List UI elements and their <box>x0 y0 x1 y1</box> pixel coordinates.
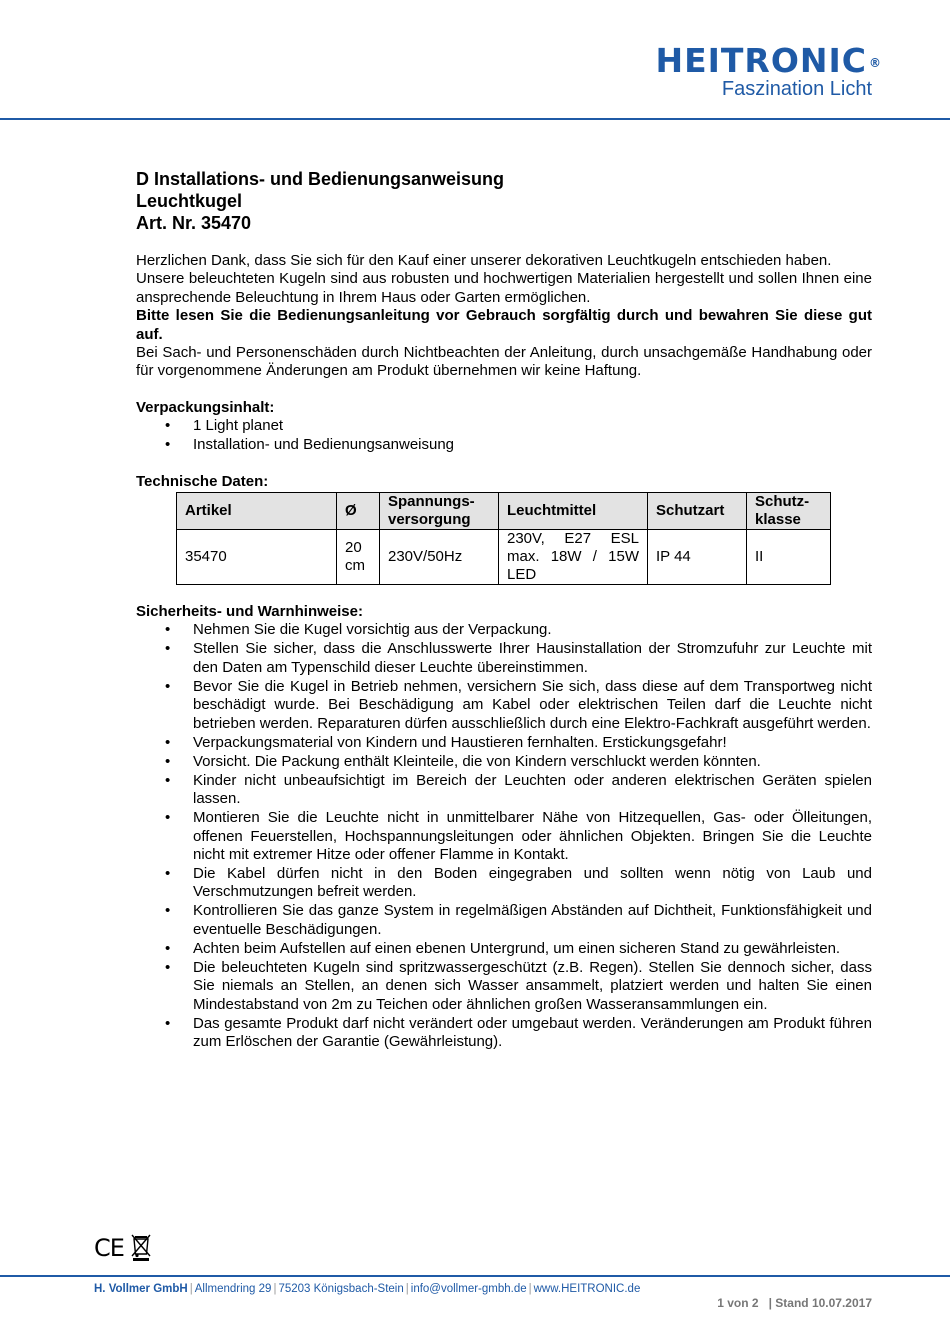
table-header-cell: Schutzart <box>648 493 747 530</box>
intro-paragraph-3: Bitte lesen Sie die Bedienungsanleitung vor Gebrauch sorgfältig durch und bewahren Sie diese gut auf. <box>136 307 872 343</box>
footer-divider <box>0 1275 950 1277</box>
safety-list <box>136 621 872 1051</box>
footer-city: 75203 Königsbach-Stein <box>278 1283 404 1295</box>
table-cell: II <box>747 530 831 585</box>
list-item: • Kontrollieren Sie das ganze System in regelmäßigen Abständen auf Dichtheit, Funktionsfähigkeit und eventuelle Beschädigungen. <box>136 902 872 939</box>
document-date: | Stand 10.07.2017 <box>768 1296 872 1310</box>
logo-tagline: Faszination Licht <box>721 78 872 100</box>
list-item: • 1 Light planet <box>136 417 872 435</box>
table-header-row <box>177 493 831 530</box>
title-line-2: Leuchtkugel <box>136 191 243 211</box>
footer-page-info <box>707 1296 872 1310</box>
intro-paragraph-1: Herzlichen Dank, dass Sie sich für den Kauf einer unserer dekorativen Leuchtkugeln entschieden haben. <box>136 252 832 269</box>
tech-table-wrapper <box>176 492 872 585</box>
list-item: • Montieren Sie die Leuchte nicht in unmittelbarer Nähe von Hitzequellen, Gas- oder Ölleitungen, offenen Feuerstellen, Hochspannungsleitungen oder ähnlichen Objekten. Bringen Sie die Leuchte nicht mit extremer Hitze oder offener Flamme in Kontakt. <box>136 809 872 864</box>
list-item: • Kinder nicht unbeaufsichtigt im Bereich der Leuchten oder anderen elektrischen Geräten spielen lassen. <box>136 772 872 809</box>
tech-heading: Technische Daten: <box>136 472 269 490</box>
table-header-cell: Ø <box>337 493 380 530</box>
footer-email[interactable]: info@vollmer-gmbh.de <box>410 1283 527 1295</box>
table-cell: IP 44 <box>648 530 747 585</box>
intro-paragraph-2: Unsere beleuchteten Kugeln sind aus robusten und hochwertigen Materialien hergestellt und sollen Ihnen eine ansprechende Beleuchtung in Ihrem Haus oder Garten ermöglichen. <box>136 270 872 306</box>
table-header-cell: Artikel <box>177 493 337 530</box>
list-item: • Die Kabel dürfen nicht in den Boden eingegraben und sollten wenn nötig von Laub und Verschmutzungen befreit werden. <box>136 865 872 902</box>
safety-heading: Sicherheits- und Warnhinweise: <box>136 603 363 621</box>
title-line-1: D Installations- und Bedienungsanweisung <box>136 169 505 189</box>
title-line-3: Art. Nr. 35470 <box>136 213 252 233</box>
footer-street: Allmendring 29 <box>194 1283 272 1295</box>
table-header-cell: Leuchtmittel <box>499 493 648 530</box>
list-item: • Installation- und Bedienungsanweisung <box>136 436 872 454</box>
list-item: • Nehmen Sie die Kugel vorsichtig aus der Verpackung. <box>136 621 872 639</box>
crossed-out-bin-icon <box>130 1232 152 1262</box>
list-item: • Bevor Sie die Kugel in Betrieb nehmen, versichern Sie sich, dass diese auf dem Transportweg nicht beschädigt wurde. Bei Beschädigung am Kabel oder elektrischen Teilen darf die Leuchte nicht betrieben werden. Reparaturen dürfen ausschließlich durch eine Elektro-Fachkraft ausgeführt werden. <box>136 678 872 733</box>
packaging-heading: Verpackungsinhalt: <box>136 398 275 416</box>
compliance-marks <box>94 1232 152 1262</box>
list-item: • Die beleuchteten Kugeln sind spritzwassergeschützt (z.B. Regen). Stellen Sie dennoch sicher, dass Sie niemals an Stellen, an denen sich Wasser ansammelt, platziert werden und halten Sie einen Mindestabstand von 2m zu Teichen oder ähnlichen großen Wasseransammlungen ein. <box>136 959 872 1014</box>
table-cell: 230V, E27 ESL max. 18W / 15W LED <box>499 530 648 585</box>
list-item: • Verpackungsmaterial von Kindern und Haustieren fernhalten. Erstickungsgefahr! <box>136 734 872 752</box>
intro-paragraph-4: Bei Sach- und Personenschäden durch Nichtbeachten der Anleitung, durch unsachgemäße Handhabung oder für vorgenommene Änderungen am Produkt übernehmen wir keine Haftung. <box>136 344 872 380</box>
footer-company: H. Vollmer GmbH <box>94 1283 188 1295</box>
footer-website[interactable]: www.HEITRONIC.de <box>533 1283 641 1295</box>
list-item: • Vorsicht. Die Packung enthält Kleinteile, die von Kindern verschluckt werden könnten. <box>136 753 872 771</box>
list-item: • Das gesamte Produkt darf nicht verändert oder umgebaut werden. Veränderungen am Produkt führen zum Erlöschen der Garantie (Gewährleistung). <box>136 1015 872 1052</box>
table-header-cell: Schutz-klasse <box>747 493 831 530</box>
ce-mark: CE <box>94 1234 124 1262</box>
list-item: • Stellen Sie sicher, dass die Anschlusswerte Ihrer Hausinstallation der Stromzufuhr zur Leuchte mit den Daten am Typenschild dieser Leuchte übereinstimmen. <box>136 640 872 677</box>
tech-table <box>176 492 831 585</box>
document-title <box>136 168 872 234</box>
page-number: 1 von 2 <box>717 1296 759 1310</box>
brand-logo <box>655 42 880 101</box>
packaging-list <box>136 417 872 454</box>
table-header-cell: Spannungs-versorgung <box>380 493 499 530</box>
table-cell: 35470 <box>177 530 337 585</box>
table-row <box>177 530 831 585</box>
footer-contact: H. Vollmer GmbH | Allmendring 29 | 75203 Königsbach-Stein | info@vollmer-gmbh.de | www.HEITRONIC.de <box>94 1283 641 1295</box>
logo-registered-mark: ® <box>869 56 882 70</box>
table-cell: 230V/50Hz <box>380 530 499 585</box>
logo-brand: HEITRONIC <box>655 41 867 80</box>
list-item: • Achten beim Aufstellen auf einen ebenen Untergrund, um einen sicheren Stand zu gewährleisten. <box>136 940 872 958</box>
header-divider <box>0 118 950 120</box>
table-cell: 20 cm <box>337 530 380 585</box>
document-body <box>136 168 872 1052</box>
